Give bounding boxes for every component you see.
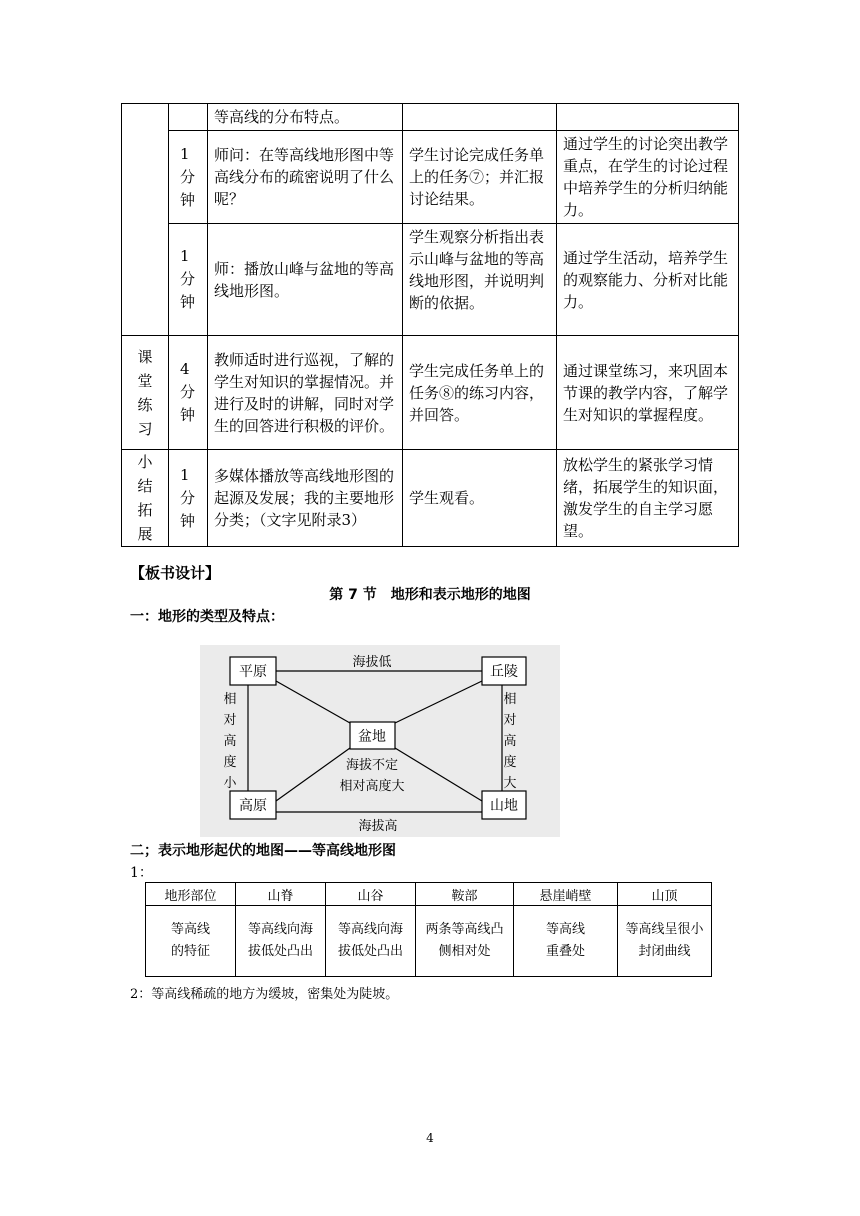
purpose-cell: 通过学生的讨论突出教学重点，在学生的讨论过程中培养学生的分析归纳能力。 [557, 131, 739, 224]
node-bottom-right [482, 791, 526, 819]
header-cell: 山脊 [236, 883, 326, 906]
lesson-title: 第 7 节 地形和表示地形的地图 [329, 587, 531, 603]
svg-text:高原: 高原 [239, 798, 267, 814]
time-cell: 1分钟 [169, 450, 208, 547]
contour-features-table [145, 882, 712, 977]
node-top-left [230, 657, 276, 685]
svg-text:丘陵: 丘陵 [490, 664, 518, 680]
purpose-cell: 放松学生的紧张学习情绪，拓展学生的知识面，激发学生的自主学习愿望。 [557, 450, 739, 547]
item2-text: 2：等高线稀疏的地方为缓坡，密集处为陡坡。 [130, 987, 399, 1002]
part2-heading: 二；表示地形起伏的地图——等高线地形图 [130, 843, 396, 859]
node-top-right [482, 657, 526, 685]
center-label-1: 海拔不定 [345, 758, 399, 773]
purpose-cell: 通过课堂练习，来巩固本节课的教学内容，了解学生对知识的掌握程度。 [557, 336, 739, 450]
row-label-cell: 等高线的特征 [146, 906, 236, 977]
svg-text:平原: 平原 [239, 664, 267, 680]
table-header-row [146, 883, 712, 906]
teacher-cell: 教师适时进行巡视，了解的学生对知识的掌握情况。并进行及时的讲解，同时对学生的回答进行积极的评价。 [208, 336, 403, 450]
node-center [350, 722, 395, 749]
table-row [122, 450, 739, 547]
table-cell: 等高线重叠处 [514, 906, 618, 977]
table-row [122, 224, 739, 336]
table-cell: 两条等高线凸侧相对处 [416, 906, 514, 977]
table-row [122, 131, 739, 224]
node-bottom-left [230, 791, 276, 819]
header-cell: 山谷 [326, 883, 416, 906]
page-number: 4 [426, 1131, 434, 1145]
table-cell: 等高线向海拔低处凸出 [236, 906, 326, 977]
time-cell [169, 104, 208, 131]
stage-cell-empty [122, 104, 169, 336]
bottom-edge-label: 海拔高 [358, 819, 398, 834]
part1-heading: 一：地形的类型及特点： [130, 609, 284, 625]
top-edge-label: 海拔低 [352, 655, 392, 670]
landform-diagram [200, 645, 560, 837]
time-cell: 1分钟 [169, 131, 208, 224]
student-cell [403, 104, 557, 131]
student-cell: 学生讨论完成任务单上的任务⑦；并汇报讨论结果。 [403, 131, 557, 224]
stage-cell: 小结拓展 [122, 450, 169, 547]
table-cell: 等高线向海拔低处凸出 [326, 906, 416, 977]
table-row [122, 336, 739, 450]
left-edge-label: 相对高度小 [223, 692, 237, 791]
table-row [122, 104, 739, 131]
student-cell: 学生观看。 [403, 450, 557, 547]
time-cell: 4分钟 [169, 336, 208, 450]
section-title: 【板书设计】 [130, 564, 221, 582]
teacher-cell: 师：播放山峰与盆地的等高线地形图。 [208, 224, 403, 336]
lesson-plan-table [121, 103, 739, 547]
time-cell: 1分钟 [169, 224, 208, 336]
header-cell: 鞍部 [416, 883, 514, 906]
center-label-2: 相对高度大 [339, 779, 405, 794]
svg-text:山地: 山地 [490, 798, 518, 814]
teacher-cell: 师问：在等高线地形图中等高线分布的疏密说明了什么呢？ [208, 131, 403, 224]
student-cell: 学生完成任务单上的任务⑧的练习内容，并回答。 [403, 336, 557, 450]
item1-label: 1： [130, 865, 153, 881]
teacher-cell: 等高线的分布特点。 [208, 104, 403, 131]
right-edge-label: 相对高度大 [503, 692, 517, 791]
table-row [146, 906, 712, 977]
purpose-cell [557, 104, 739, 131]
header-cell: 地形部位 [146, 883, 236, 906]
table-cell: 等高线呈很小封闭曲线 [618, 906, 712, 977]
stage-cell: 课堂练习 [122, 336, 169, 450]
svg-text:盆地: 盆地 [358, 729, 386, 745]
student-cell: 学生观察分析指出表示山峰与盆地的等高线地形图，并说明判断的依据。 [403, 224, 557, 336]
header-cell: 悬崖峭壁 [514, 883, 618, 906]
purpose-cell: 通过学生活动，培养学生的观察能力、分析对比能力。 [557, 224, 739, 336]
teacher-cell: 多媒体播放等高线地形图的起源及发展；我的主要地形分类；（文字见附录3） [208, 450, 403, 547]
header-cell: 山顶 [618, 883, 712, 906]
